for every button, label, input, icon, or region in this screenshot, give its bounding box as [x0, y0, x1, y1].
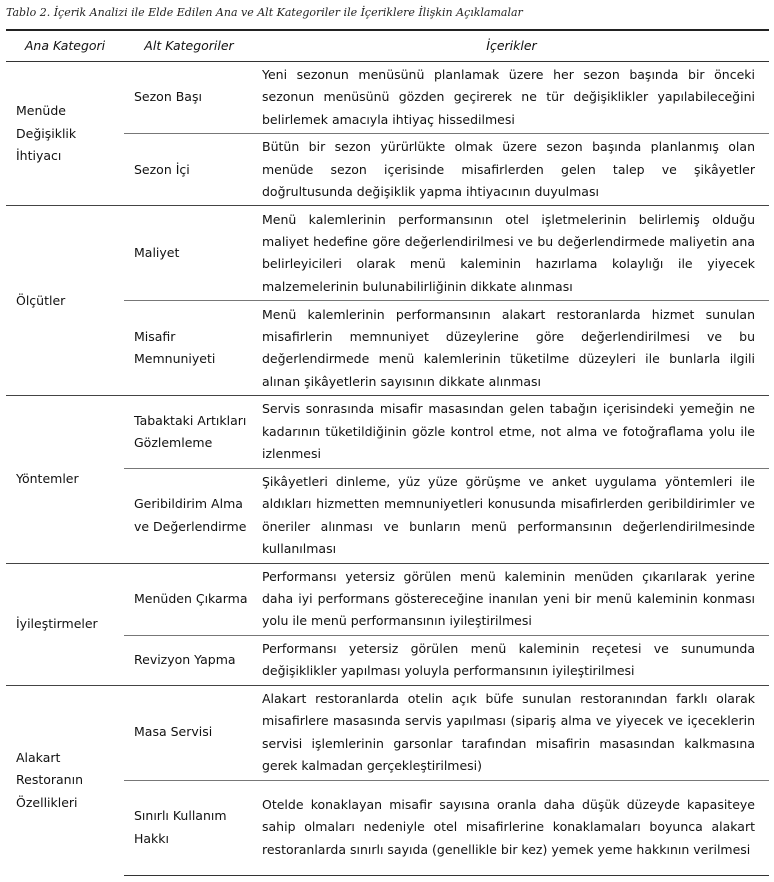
table-row: [6, 685, 769, 780]
header-main-category: Ana Kategori: [6, 30, 124, 62]
content-cell: Otelde konaklayan misafir sayısına oranla daha düşük düzeyde kapasiteye sahip olmaları nedeniyle otel misafirlerine konaklamaları boyunca alakart restoranlarda sınırlı sayıda (genellikle bir kez) yemek yeme hakkının verilmesi: [254, 780, 769, 875]
content-cell: Şikâyetleri dinleme, yüz yüze görüşme ve anket uygulama yöntemleri ile aldıkları hizmetten memnuniyetleri konusunda misafirlerden geribildirimler ve öneriler alınması ve bunların menü performansının değerlendirilmesinde kullanılması: [254, 468, 769, 563]
sub-category-cell: Sezon İçi: [124, 134, 254, 206]
main-category-cell: Menüde Değişiklik İhtiyacı: [6, 62, 124, 206]
sub-category-cell: Misafir Memnuniyeti: [124, 301, 254, 396]
header-contents: İçerikler: [254, 30, 769, 62]
table-row: [6, 206, 769, 301]
sub-category-cell: Tabaktaki Artıkları Gözlemleme: [124, 396, 254, 468]
content-cell: Bütün bir sezon yürürlükte olmak üzere sezon başında planlanmış olan menüde sezon içerisinde misafirlerden gelen talep ve şikâyetler doğrultusunda değişiklik yapma ihtiyacının duyulması: [254, 134, 769, 206]
sub-category-cell: Menüden Çıkarma: [124, 563, 254, 635]
content-cell: Menü kalemlerinin performansının alakart restoranlarda hizmet sunulan misafirlerin memnuniyet düzeylerine göre değerlendirilmesi ve bu değerlendirmede menü kalemlerinin tüketilme düzeyleri ile bunlarla ilgili alınan şikâyetlerin sayısının dikkate alınması: [254, 301, 769, 396]
sub-category-cell: Revizyon Yapma: [124, 635, 254, 685]
main-category-cell: Ölçütler: [6, 206, 124, 396]
header-row: [6, 30, 769, 62]
table-row: [6, 62, 769, 134]
sub-category-cell: Sezon Başı: [124, 62, 254, 134]
content-cell: Servis sonrasında misafir masasından gelen tabağın içerisindeki yemeğin ne kadarının tüketildiğinin gözle kontrol etme, not alma ve fotoğraflama yolu ile izlenmesi: [254, 396, 769, 468]
content-cell: Menü kalemlerinin performansının otel işletmelerinin belirlemiş olduğu maliyet hedefine göre değerlendirilmesi ve bu değerlendirmede maliyetin ana belirleyicileri olarak menü kaleminin hazırlama kolaylığı ile yiyecek malzemelerinin bulunabilirliğinin dikkate alınması: [254, 206, 769, 301]
table-row: [6, 563, 769, 635]
main-category-cell: İyileştirmeler: [6, 563, 124, 685]
content-cell: Performansı yetersiz görülen menü kaleminin menüden çıkarılarak yerine daha iyi performans göstereceğine inanılan yeni bir menü kaleminin konması yolu ile menü performansının iyileştirilmesi: [254, 563, 769, 635]
content-cell: Yeni sezonun menüsünü planlamak üzere her sezon başında bir önceki sezonun menüsünü gözden geçirerek ne tür değişiklikler yapılabileceğini belirlemek amacıyla ihtiyaç hissedilmesi: [254, 62, 769, 134]
sub-category-cell: Masa Servisi: [124, 685, 254, 780]
table-row: [6, 396, 769, 468]
sub-category-cell: Geribildirim Alma ve Değerlendirme: [124, 468, 254, 563]
main-category-cell: Yöntemler: [6, 396, 124, 563]
sub-category-cell: Sınırlı Kullanım Hakkı: [124, 780, 254, 875]
content-analysis-table: [6, 29, 769, 876]
main-category-cell: Alakart Restoranın Özellikleri: [6, 685, 124, 875]
sub-category-cell: Maliyet: [124, 206, 254, 301]
content-cell: Performansı yetersiz görülen menü kaleminin reçetesi ve sunumunda değişiklikler yapılması yoluyla performansının iyileştirilmesi: [254, 635, 769, 685]
header-sub-categories: Alt Kategoriler: [124, 30, 254, 62]
content-cell: Alakart restoranlarda otelin açık büfe sunulan restoranından farklı olarak misafirlere masasında servis yapılması (sipariş alma ve yiyecek ve içeceklerin servisi işlemlerinin garsonlar tarafından misafirin masasından kalkmasına gerek kalmadan gerçekleştirilmesi): [254, 685, 769, 780]
table-caption: Tablo 2. İçerik Analizi ile Elde Edilen Ana ve Alt Kategoriler ile İçeriklere İlişkin Açıklamalar: [6, 6, 523, 19]
